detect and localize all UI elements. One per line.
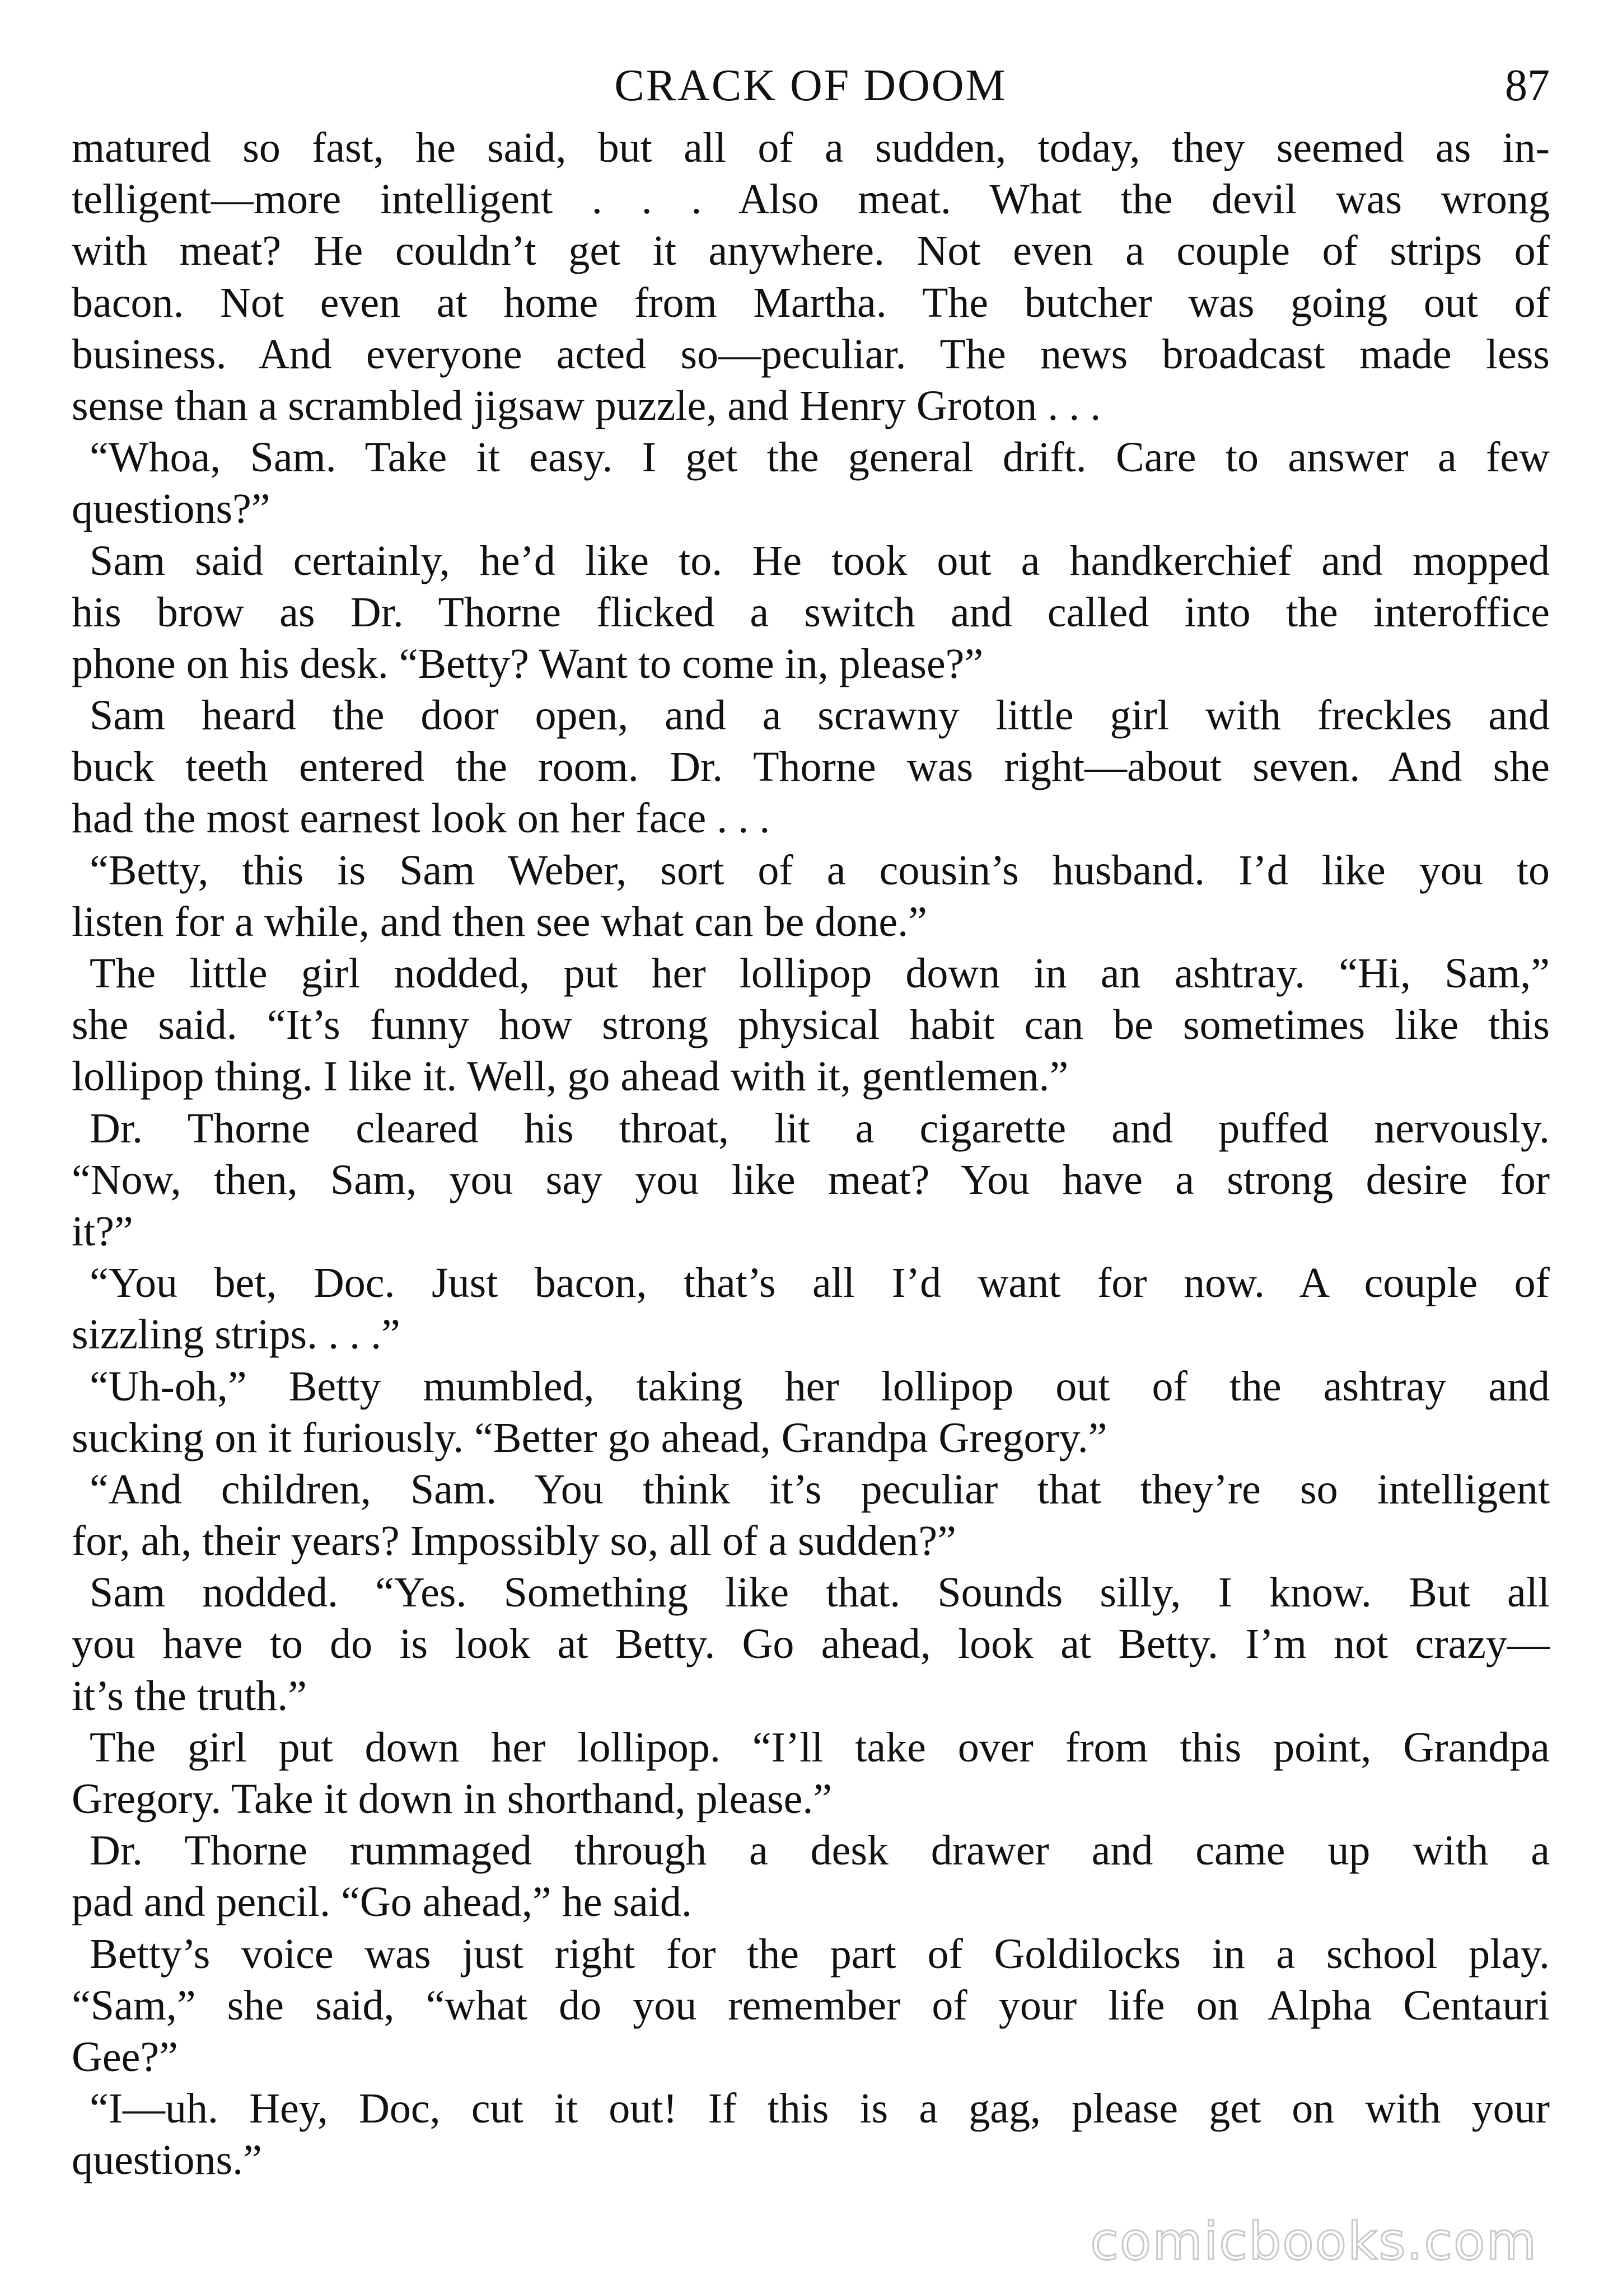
text-line: The little girl nodded, put her lollipop down in an ashtray. “Hi, Sam,”	[90, 950, 1550, 997]
text-line: you have to do is look at Betty. Go ahead, look at Betty. I’m not crazy—	[72, 1620, 1550, 1668]
text-line: Dr. Thorne rummaged through a desk drawer and came up with a	[90, 1827, 1550, 1875]
text-line: “Uh-oh,” Betty mumbled, taking her lollipop out of the ashtray and	[90, 1362, 1550, 1410]
text-line: it?”	[72, 1207, 133, 1255]
text-line: buck teeth entered the room. Dr. Thorne was right—about seven. And she	[72, 743, 1550, 791]
text-line: Sam heard the door open, and a scrawny little girl with freckles and	[90, 692, 1550, 739]
text-line: she said. “It’s funny how strong physical habit can be sometimes like this	[72, 1001, 1550, 1049]
text-line: “And children, Sam. You think it’s peculiar that they’re so intelligent	[90, 1465, 1550, 1513]
text-line: Dr. Thorne cleared his throat, lit a cigarette and puffed nervously.	[90, 1104, 1550, 1152]
text-line: Gregory. Take it down in shorthand, please.”	[72, 1775, 833, 1822]
text-line: questions.”	[72, 2136, 262, 2184]
text-line: sizzling strips. . . .”	[72, 1311, 400, 1358]
page-number: 87	[1505, 61, 1550, 110]
text-line: sense than a scrambled jigsaw puzzle, and Henry Groton . . .	[72, 382, 1101, 429]
text-line: matured so fast, he said, but all of a sudden, today, they seemed as in-	[72, 124, 1550, 171]
text-line: business. And everyone acted so—peculiar. The news broadcast made less	[72, 330, 1550, 378]
text-line: for, ah, their years? Impossibly so, all of a sudden?”	[72, 1517, 956, 1565]
text-line: bacon. Not even at home from Martha. The butcher was going out of	[72, 279, 1550, 326]
text-line: “Sam,” she said, “what do you remember of your life on Alpha Centauri	[72, 1981, 1550, 2029]
text-line: with meat? He couldn’t get it anywhere. Not even a couple of strips of	[72, 227, 1550, 275]
text-line: questions?”	[72, 485, 270, 533]
text-line: lollipop thing. I like it. Well, go ahead with it, gentlemen.”	[72, 1053, 1069, 1100]
text-line: Sam said certainly, he’d like to. He took out a handkerchief and mopped	[90, 537, 1550, 584]
text-line: it’s the truth.”	[72, 1672, 307, 1719]
text-line: “You bet, Doc. Just bacon, that’s all I’d want for now. A couple of	[90, 1259, 1550, 1307]
text-line: phone on his desk. “Betty? Want to come in, please?”	[72, 640, 984, 687]
running-title: CRACK OF DOOM	[614, 61, 1007, 110]
text-line: Sam nodded. “Yes. Something like that. Sounds silly, I know. But all	[90, 1569, 1550, 1616]
text-line: pad and pencil. “Go ahead,” he said.	[72, 1878, 692, 1926]
text-line: “Now, then, Sam, you say you like meat? You have a strong desire for	[72, 1156, 1550, 1203]
watermark-logo: comicbooks.com	[1090, 2211, 1537, 2271]
text-line: Betty’s voice was just right for the part of Goldilocks in a school play.	[90, 1930, 1550, 1978]
text-line: Gee?”	[72, 2033, 178, 2081]
text-line: The girl put down her lollipop. “I’ll take over from this point, Grandpa	[90, 1723, 1550, 1771]
text-line: listen for a while, and then see what can be done.”	[72, 898, 927, 945]
text-line: telligent—more intelligent . . . Also meat. What the devil was wrong	[72, 176, 1550, 223]
body-text	[72, 122, 1550, 2186]
text-line: had the most earnest look on her face . . .	[72, 795, 770, 842]
text-line: “Betty, this is Sam Weber, sort of a cousin’s husband. I’d like you to	[90, 846, 1550, 894]
running-header	[72, 55, 1550, 116]
text-line: sucking on it furiously. “Better go ahead, Grandpa Gregory.”	[72, 1414, 1107, 1461]
text-line: “I—uh. Hey, Doc, cut it out! If this is a gag, please get on with your	[90, 2085, 1550, 2133]
text-line: “Whoa, Sam. Take it easy. I get the general drift. Care to answer a few	[90, 434, 1550, 481]
text-line: his brow as Dr. Thorne flicked a switch and called into the interoffice	[72, 588, 1550, 636]
